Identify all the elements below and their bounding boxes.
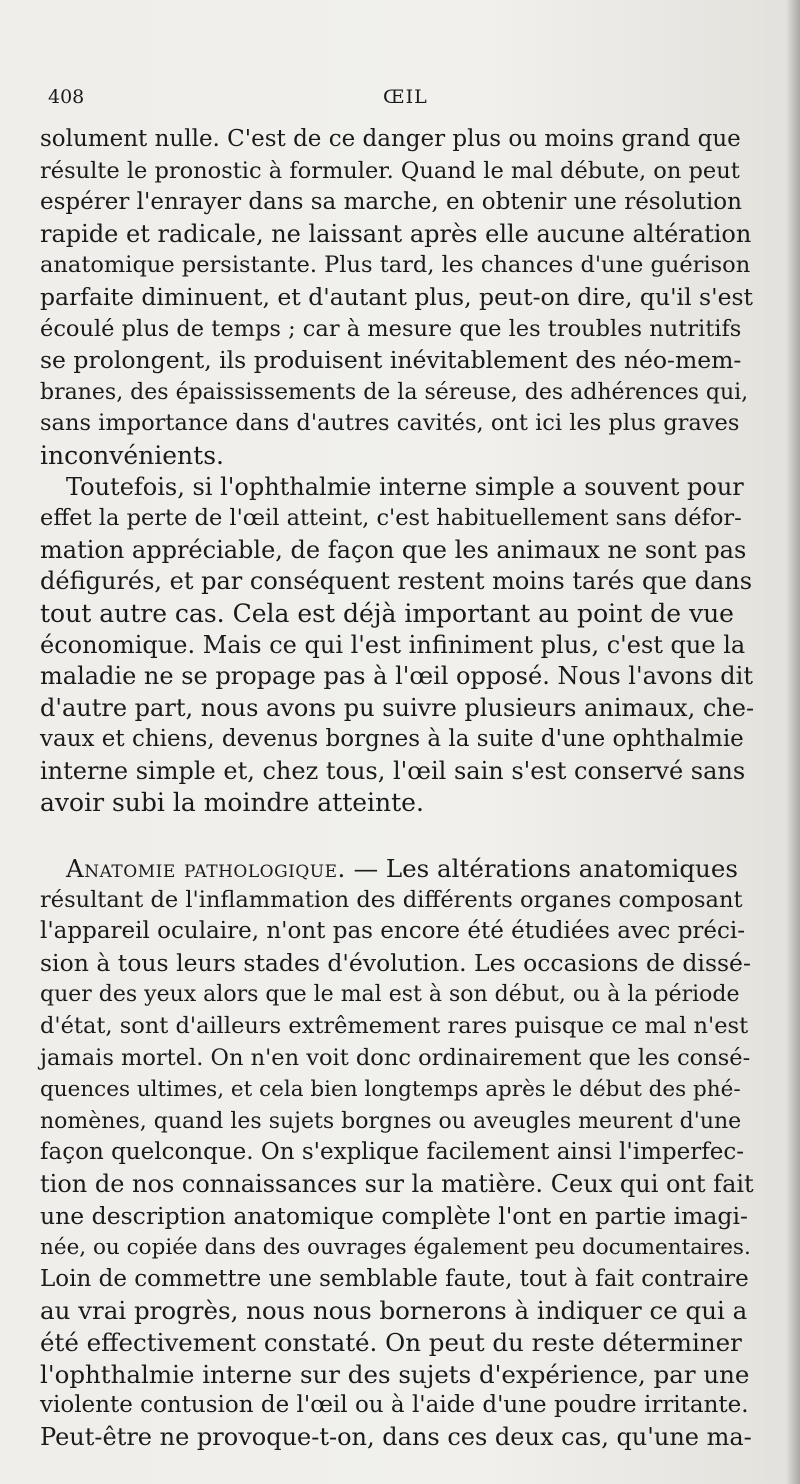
text-line: d'autre part, nous avons pu suivre plusieurs animaux, che- [40,693,755,722]
body-text [40,124,754,1453]
text-line: violente contusion de l'œil ou à l'aide d'une poudre irritante. [40,1392,749,1419]
text-line: tout autre cas. Cela est déjà important au point de vue [40,598,734,628]
text-line: Peut-être ne provoque-t-on, dans ces deux cas, qu'une ma- [40,1422,752,1451]
text-line: Loin de commettre une semblable faute, tout à fait contraire [40,1265,749,1292]
text-line: une description anatomique complète l'ont en partie imagi- [40,1201,748,1230]
text-line: résultant de l'inflammation des différents organes composant [40,886,743,913]
text-line: maladie ne se propage pas à l'œil opposé. Nous l'avons dit [40,662,753,691]
text-line: sans importance dans d'autres cavités, ont ici les plus graves [40,410,740,437]
text-line: solument nulle. C'est de ce danger plus ou moins grand que [40,126,741,152]
text-line: anatomique persistante. Plus tard, les chances d'une guérison [40,252,751,279]
text-line: nomènes, quand les sujets borgnes ou aveugles meurent d'une [40,1108,742,1134]
text-line: vaux et chiens, devenus borgnes à la suite d'une ophthalmie [40,726,744,753]
text-line: Toutefois, si l'ophthalmie interne simple a souvent pour [66,472,744,501]
text-line: au vrai progrès, nous nous bornerons à indiquer ce qui a [40,1296,748,1326]
section-first-line [40,853,754,885]
text-line: quer des yeux alors que le mal est à son début, ou à la période [40,982,740,1008]
section-gap [40,819,754,853]
text-line: branes, des épaississements de la séreuse, des adhérences qui, [40,379,749,405]
text-line: parfaite diminuent, et d'autant plus, peut-on dire, qu'il s'est [40,282,753,311]
text-line: été effectivement constaté. On peut du reste déterminer [40,1327,742,1357]
text-line: l'appareil oculaire, n'ont pas encore été étudiées avec préci- [40,918,746,945]
text-line: interne simple et, chez tous, l'œil sain s'est conservé sans [40,756,746,785]
section-heading: Anatomie pathologique. [66,854,346,884]
text-line: sion à tous leurs stades d'évolution. Les occasions de dissé- [40,948,751,977]
running-title: ŒIL [383,86,428,108]
page-edge-shadow [786,0,800,1484]
text-line: espérer l'enrayer dans sa marche, en obtenir une résolution [40,189,742,216]
text-line: mation appréciable, de façon que les animaux ne sont pas [40,535,747,564]
text-line: résulte le pronostic à formuler. Quand le mal débute, on peut [40,157,740,184]
text-line: tion de nos connaissances sur la matière. Ceux qui ont fait [40,1170,754,1198]
section-first-line-text: — Les altérations anatomiques [345,854,738,884]
text-line: l'ophthalmie interne sur des sujets d'expérience, par une [40,1359,750,1389]
text-line: se prolongent, ils produisent inévitablement des néo-mem- [40,346,742,375]
text-line: économique. Mais ce qui l'est infiniment plus, c'est que la [40,630,746,659]
text-line: jamais mortel. On n'en voit donc ordinairement que les consé- [40,1044,751,1071]
paragraph-1 [40,124,754,472]
text-line: rapide et radicale, ne laissant après elle aucune altération [40,219,752,248]
text-line: avoir subi la moindre atteinte. [40,788,424,818]
page-number: 408 [48,86,85,108]
text-line: façon quelconque. On s'explique facilement ainsi l'imperfec- [40,1139,744,1166]
paragraph-2 [40,472,754,820]
page-header [48,86,748,116]
text-line: née, ou copiée dans des ouvrages également peu documentaires. [40,1235,751,1261]
text-line: quences ultimes, et cela bien longtemps après le début des phé- [40,1077,741,1103]
text-line: inconvénients. [40,440,224,470]
text-line: écoulé plus de temps ; car à mesure que les troubles nutritifs [40,315,742,342]
section-anatomie-pathologique [40,853,754,1453]
text-line: défigurés, et par conséquent restent moins tarés que dans [40,567,753,596]
text-line: d'état, sont d'ailleurs extrêmement rares puisque ce mal n'est [40,1013,749,1040]
text-line: effet la perte de l'œil atteint, c'est habituellement sans défor- [40,505,742,532]
